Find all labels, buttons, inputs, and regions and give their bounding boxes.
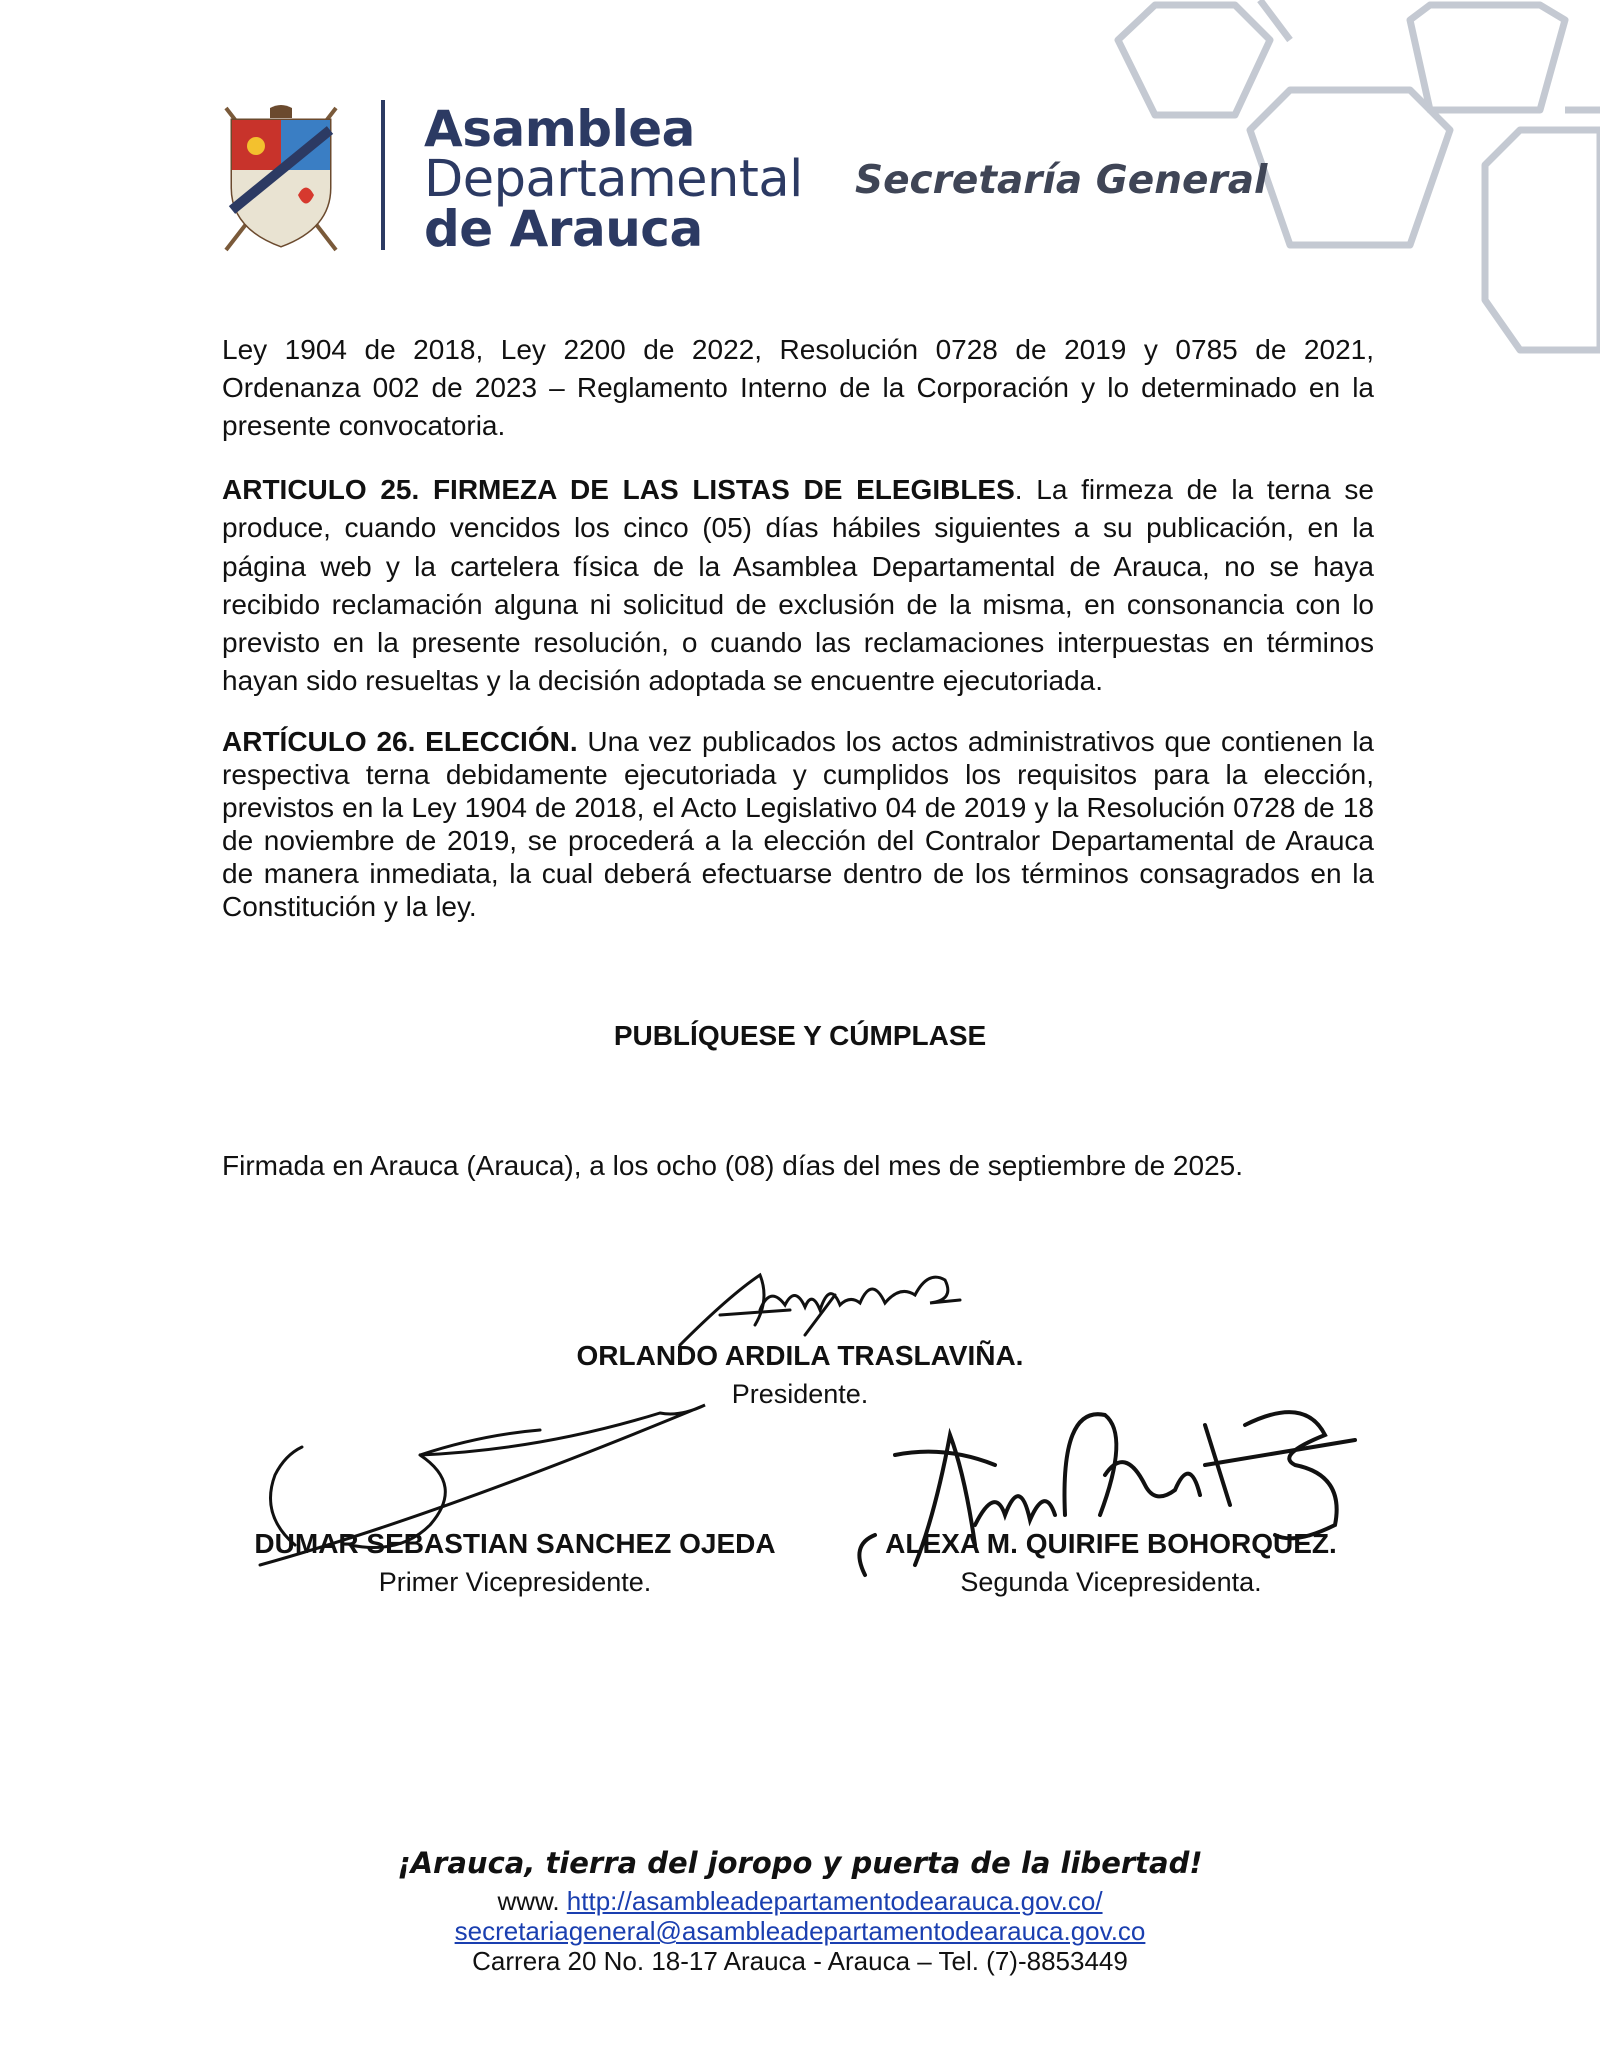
first-vicepresident-role: Primer Vicepresidente. — [378, 1567, 652, 1597]
signing-date-line: Firmada en Arauca (Arauca), a los ocho (08) días del mes de septiembre de 2025. — [222, 1150, 1243, 1181]
president-name: ORLANDO ARDILA TRASLAVIÑA. — [576, 1340, 1024, 1371]
article-26-heading: ARTÍCULO 26. ELECCIÓN. — [222, 726, 578, 757]
article-25-text: . La firmeza de la terna se produce, cuando vencidos los cinco (05) días hábiles siguientes a su publicación, en la página web y la cartelera física de la Asamblea Departamental de Arauca, no se haya recibido reclamación alguna ni solicitud de exclusión de la misma, en consonancia con lo previsto en la presente resolución, o cuando las reclamaciones interpuestas en términos hayan sido resueltas y la decisión adoptada se encuentre ejecutoriada. — [222, 474, 1374, 697]
publiquese-heading: PUBLÍQUESE Y CÚMPLASE — [613, 1020, 987, 1051]
website-prefix: www. — [497, 1886, 567, 1916]
second-vicepresident-name: ALEXA M. QUIRIFE BOHORQUEZ. — [885, 1528, 1337, 1559]
brand-divider — [381, 100, 385, 250]
article-26-paragraph — [222, 725, 1374, 923]
second-vicepresident-role: Segunda Vicepresidenta. — [960, 1567, 1262, 1597]
website-link[interactable]: http://asambleadepartamentodearauca.gov.co/ — [566, 1886, 1103, 1916]
article-25-paragraph — [222, 471, 1374, 701]
intro-paragraph: Ley 1904 de 2018, Ley 2200 de 2022, Resolución 0728 de 2019 y 0785 de 2021, Ordenanza 002 de 2023 – Reglamento Interno de la Corporación y lo determinado en la presente convocatoria. — [222, 334, 1374, 441]
email-link[interactable]: secretariageneral@asambleadepartamentodearauca.gov.co — [454, 1916, 1146, 1946]
first-vicepresident-name: DUMAR SEBASTIAN SANCHEZ OJEDA — [254, 1528, 776, 1559]
brand-title-line1: Asamblea — [424, 100, 695, 158]
article-25-heading: ARTICULO 25. FIRMEZA DE LAS LISTAS DE ELEGIBLES — [222, 474, 1015, 505]
brand-title-line3: de Arauca — [424, 200, 703, 258]
president-role: Presidente. — [731, 1379, 869, 1409]
footer-website-line — [0, 1886, 1600, 1917]
article-26-text: Una vez publicados los actos administrativos que contienen la respectiva terna debidamente ejecutoriada y cumplidos los requisitos para la elección, previstos en la Ley 1904 de 2018, el Acto Legislativo 04 de 2019 y la Resolución 0728 de 18 de noviembre de 2019, se procederá a la elección del Contralor Departamental de Arauca de manera inmediata, la cual deberá efectuarse dentro de los términos consagrados en la Constitución y la ley. — [222, 726, 1374, 922]
secretaria-general-heading: Secretaría General — [855, 158, 1268, 203]
footer-address: Carrera 20 No. 18-17 Arauca - Arauca – Tel. (7)-8853449 — [472, 1946, 1128, 1976]
footer-slogan: ¡Arauca, tierra del joropo y puerta de la libertad! — [397, 1846, 1203, 1880]
brand-title-line2: Departamental — [424, 150, 803, 209]
coat-of-arms-logo — [218, 100, 344, 252]
footer-email-line — [0, 1916, 1600, 1947]
